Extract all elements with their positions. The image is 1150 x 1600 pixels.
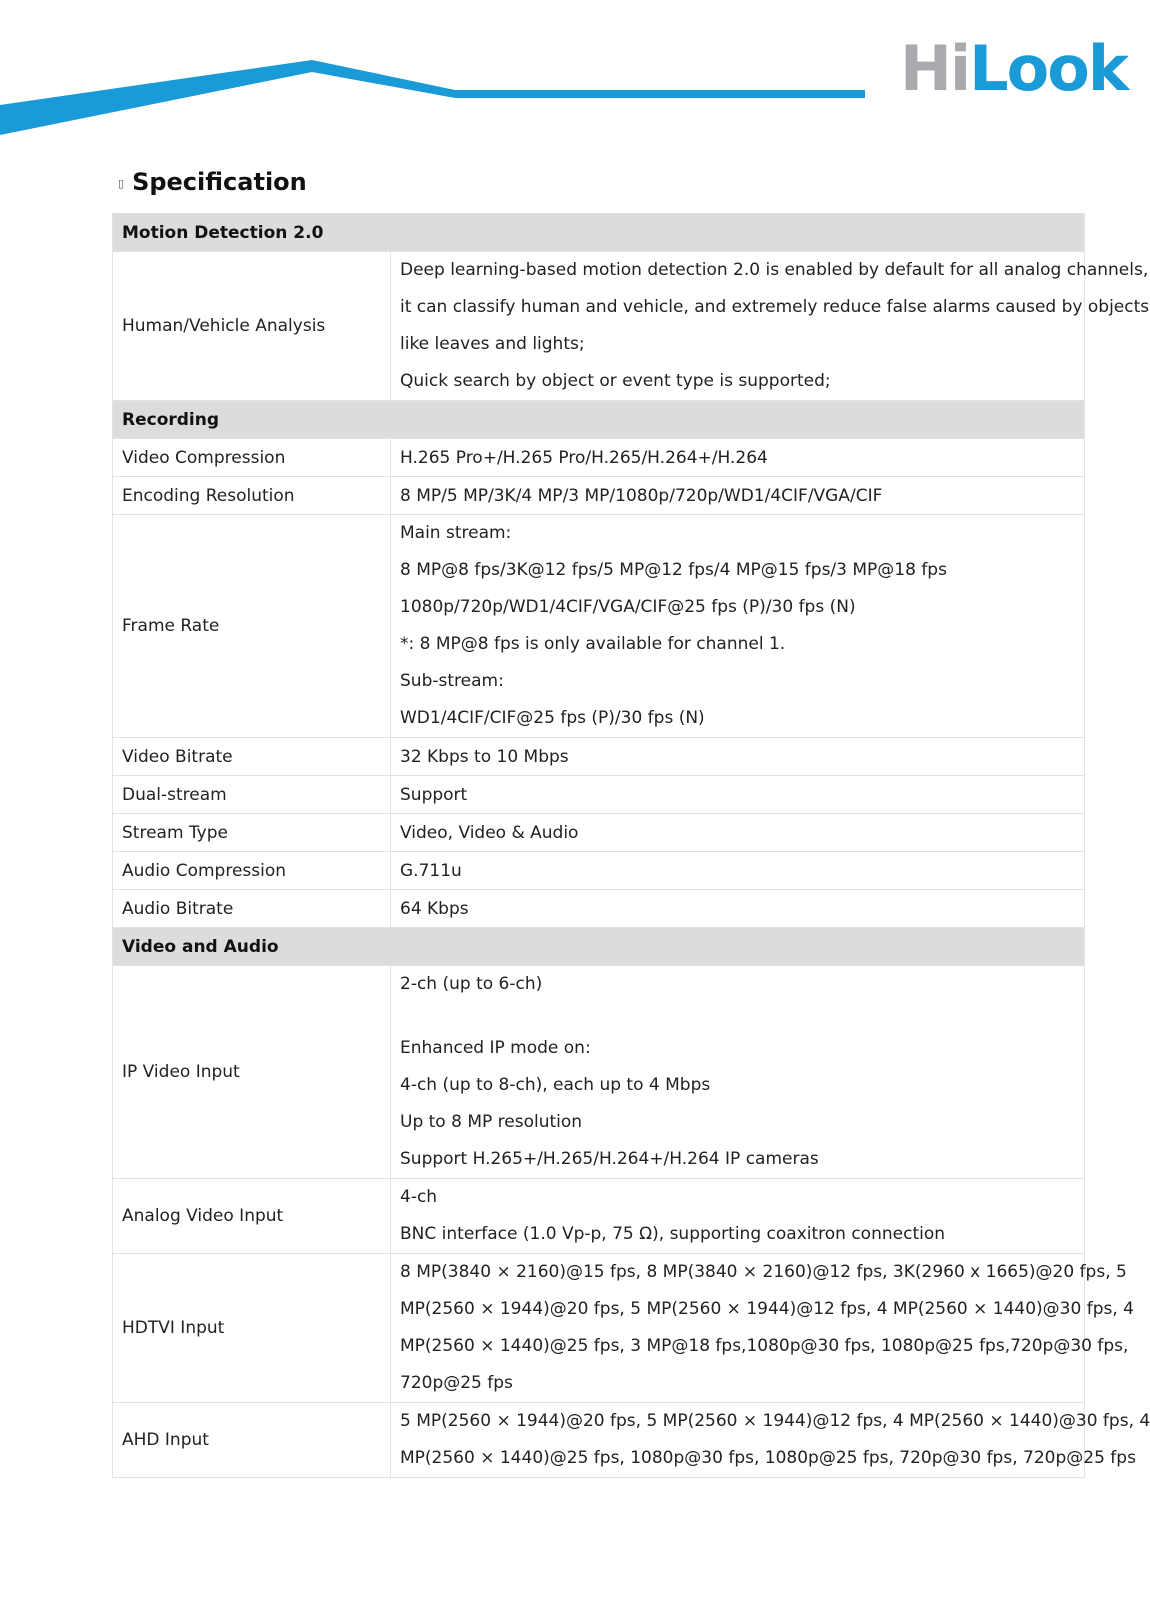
table-row: [113, 814, 1085, 852]
row-value: 8 MP/5 MP/3K/4 MP/3 MP/1080p/720p/WD1/4CIF/VGA/CIF: [391, 477, 1085, 515]
row-label: IP Video Input: [113, 966, 391, 1179]
value-line: 4-ch: [400, 1187, 438, 1207]
table-row: [113, 738, 1085, 776]
bullet-icon: ▯: [118, 176, 125, 190]
value-line: MP(2560 × 1440)@25 fps, 1080p@30 fps, 1080p@25 fps, 720p@30 fps, 720p@25 fps: [400, 1448, 1136, 1468]
table-row: [113, 252, 1085, 401]
table-row: [113, 439, 1085, 477]
value-line: like leaves and lights;: [400, 334, 585, 354]
row-value: [391, 1179, 1085, 1254]
section-title: [118, 168, 307, 196]
table-row: [113, 776, 1085, 814]
value-line: Main stream:: [400, 523, 512, 543]
table-row: [113, 966, 1085, 1179]
row-label: Stream Type: [113, 814, 391, 852]
group-row-recording: [113, 401, 1085, 439]
value-line: it can classify human and vehicle, and extremely reduce false alarms caused by objects: [400, 297, 1150, 317]
row-value: Support: [391, 776, 1085, 814]
spec-table: [112, 213, 1150, 1478]
value-line: Up to 8 MP resolution: [400, 1112, 583, 1132]
table-row: [113, 1254, 1085, 1403]
value-line: WD1/4CIF/CIF@25 fps (P)/30 fps (N): [400, 708, 705, 728]
value-line: 2-ch (up to 6-ch): [400, 974, 543, 994]
row-label: HDTVI Input: [113, 1254, 391, 1403]
value-line: *: 8 MP@8 fps is only available for channel 1.: [400, 634, 786, 654]
row-label: Frame Rate: [113, 515, 391, 738]
value-line: 8 MP(3840 × 2160)@15 fps, 8 MP(3840 × 2160)@12 fps, 3K(2960 x 1665)@20 fps, 5: [400, 1262, 1127, 1282]
blank-line: [400, 1003, 1075, 1030]
value-line: 5 MP(2560 × 1944)@20 fps, 5 MP(2560 × 1944)@12 fps, 4 MP(2560 × 1440)@30 fps, 4: [400, 1411, 1150, 1431]
value-line: 8 MP@8 fps/3K@12 fps/5 MP@12 fps/4 MP@15 fps/3 MP@18 fps: [400, 560, 947, 580]
group-title: Video and Audio: [113, 928, 1085, 966]
row-label: Audio Bitrate: [113, 890, 391, 928]
row-label: AHD Input: [113, 1403, 391, 1478]
table-row: [113, 515, 1085, 738]
row-value: H.265 Pro+/H.265 Pro/H.265/H.264+/H.264: [391, 439, 1085, 477]
table-row: [113, 852, 1085, 890]
value-line: Enhanced IP mode on:: [400, 1038, 591, 1058]
hilook-logo: HiLook: [900, 32, 1128, 105]
group-title: Motion Detection 2.0: [113, 214, 1085, 252]
row-label: Video Compression: [113, 439, 391, 477]
row-value: [391, 252, 1150, 401]
row-value: G.711u: [391, 852, 1085, 890]
section-title-text: Specification: [132, 168, 307, 196]
table-row: [113, 477, 1085, 515]
row-label: Video Bitrate: [113, 738, 391, 776]
value-line: Deep learning-based motion detection 2.0 is enabled by default for all analog channels,: [400, 260, 1149, 280]
row-value: Video, Video & Audio: [391, 814, 1085, 852]
row-value: 32 Kbps to 10 Mbps: [391, 738, 1085, 776]
value-line: 1080p/720p/WD1/4CIF/VGA/CIF@25 fps (P)/30 fps (N): [400, 597, 856, 617]
row-label: Human/Vehicle Analysis: [113, 252, 391, 401]
row-label: Dual-stream: [113, 776, 391, 814]
row-value: [391, 515, 1085, 738]
row-label: Encoding Resolution: [113, 477, 391, 515]
value-line: 4-ch (up to 8-ch), each up to 4 Mbps: [400, 1075, 711, 1095]
table-row: [113, 1179, 1085, 1254]
group-row-motion: [113, 214, 1085, 252]
row-value: [391, 966, 1085, 1179]
value-line: Sub-stream:: [400, 671, 504, 691]
row-value: [391, 1403, 1150, 1478]
table-row: [113, 890, 1085, 928]
value-line: MP(2560 × 1944)@20 fps, 5 MP(2560 × 1944)@12 fps, 4 MP(2560 × 1440)@30 fps, 4: [400, 1299, 1134, 1319]
value-line: 720p@25 fps: [400, 1373, 513, 1393]
group-row-video-audio: [113, 928, 1085, 966]
row-label: Audio Compression: [113, 852, 391, 890]
row-label: Analog Video Input: [113, 1179, 391, 1254]
group-title: Recording: [113, 401, 1085, 439]
value-line: Support H.265+/H.265/H.264+/H.264 IP cameras: [400, 1149, 819, 1169]
row-value: 64 Kbps: [391, 890, 1085, 928]
table-row: [113, 1403, 1085, 1478]
row-value: [391, 1254, 1134, 1403]
value-line: MP(2560 × 1440)@25 fps, 3 MP@18 fps,1080p@30 fps, 1080p@25 fps,720p@30 fps,: [400, 1336, 1129, 1356]
value-line: Quick search by object or event type is supported;: [400, 371, 831, 391]
header-swoosh: [0, 0, 880, 140]
value-line: BNC interface (1.0 Vp-p, 75 Ω), supporting coaxitron connection: [400, 1224, 946, 1244]
